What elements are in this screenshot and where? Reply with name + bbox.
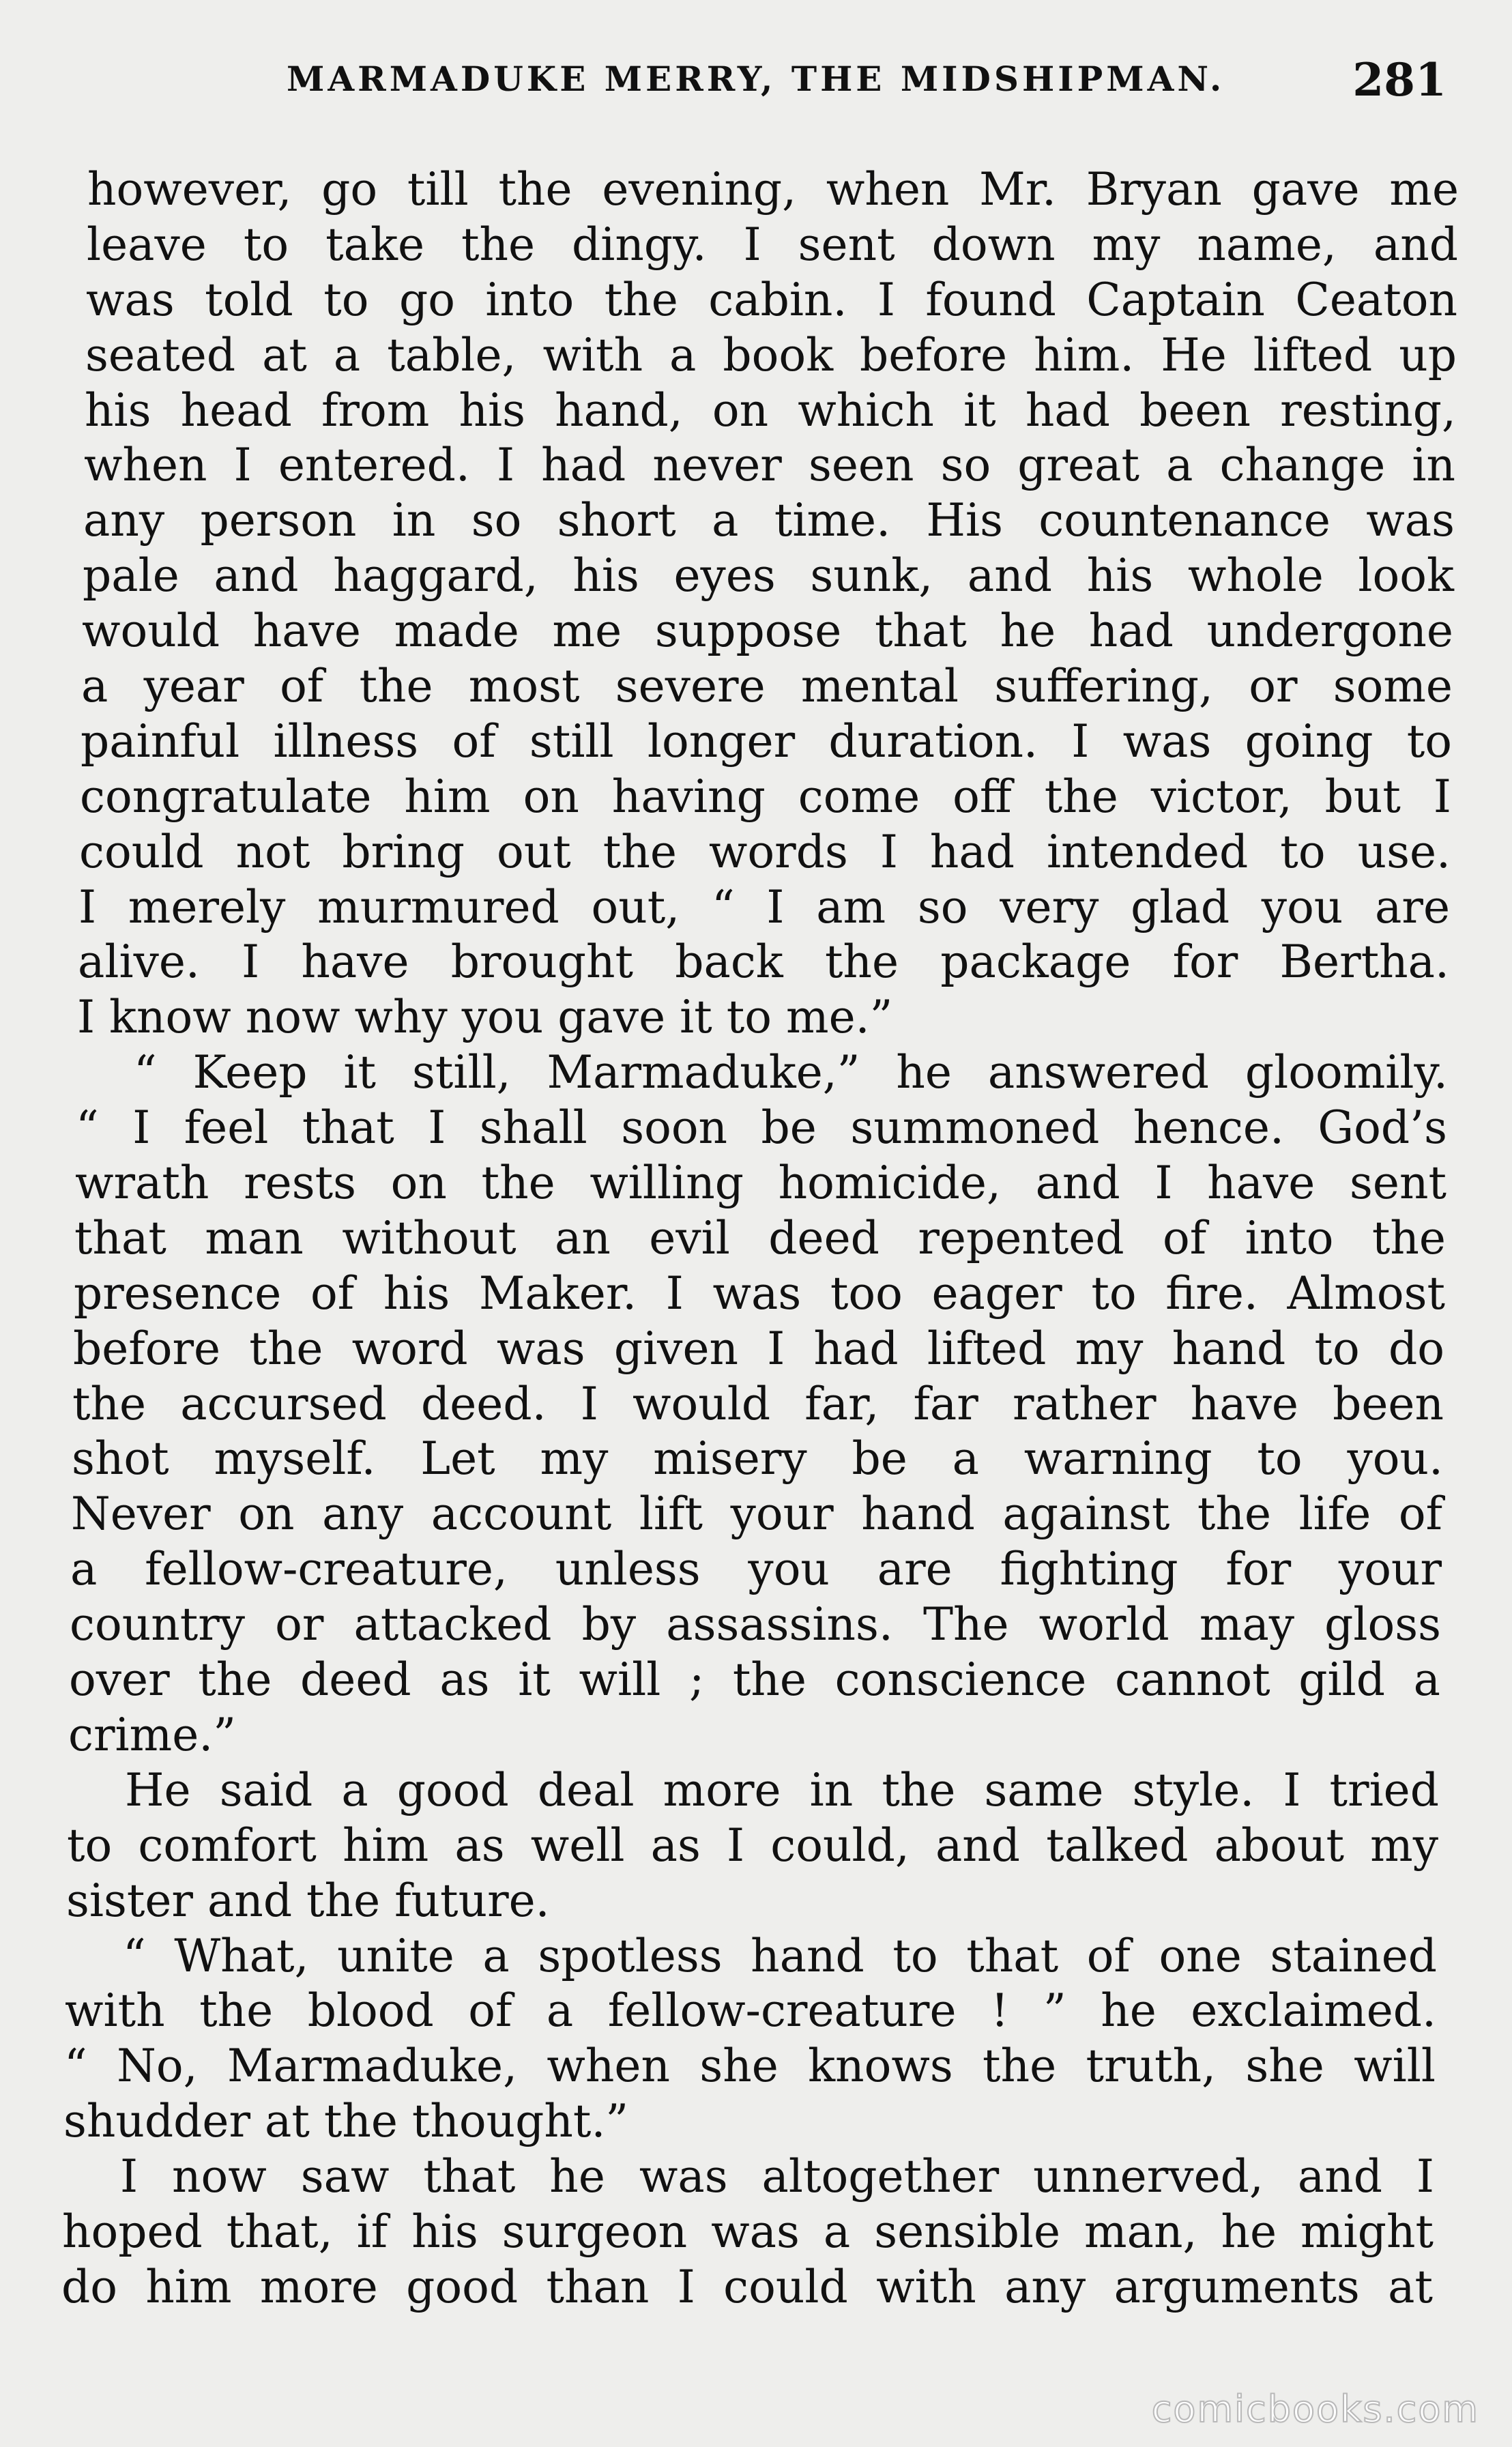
text-line: I now saw that he was altogether unnerved, and I: [120, 2150, 1434, 2203]
text-line: painful illness of still longer duration. I was going to: [81, 714, 1452, 768]
running-header: [287, 53, 1446, 115]
watermark: comicbooks.com: [1151, 2388, 1479, 2431]
text-line: congratulate him on having come off the victor, but I: [80, 770, 1451, 823]
text-line: pale and haggard, his eyes sunk, and his whole look: [83, 549, 1454, 603]
text-line: that man without an evil deed repented of into the: [74, 1211, 1446, 1264]
text-line: He said a good deal more in the same style. I tried: [125, 1763, 1439, 1816]
text-line: to comfort him as well as I could, and talked about my: [67, 1819, 1438, 1872]
text-line: hoped that, if his surgeon was a sensible man, he might: [62, 2205, 1434, 2258]
text-line: however, go till the evening, when Mr. Bryan gave me: [87, 163, 1459, 216]
text-line: alive. I have brought back the package for Bertha.: [78, 936, 1449, 989]
text-line: the accursed deed. I would far, far rather have been: [72, 1377, 1444, 1430]
text-line: country or attacked by assassins. The world may gloss: [70, 1598, 1441, 1651]
text-line: “ I feel that I shall soon be summoned hence. God’s: [76, 1101, 1447, 1155]
text-line: sister and the future.: [66, 1874, 550, 1927]
text-line: “ Keep it still, Marmaduke,” he answered gloomily.: [134, 1046, 1448, 1099]
text-line: a fellow-creature, unless you are fighting for your: [70, 1543, 1442, 1596]
text-line: shudder at the thought.”: [63, 2095, 629, 2148]
text-line: wrath rests on the willing homicide, and I have sent: [75, 1157, 1446, 1210]
text-line: Never on any account lift your hand against the life of: [71, 1488, 1442, 1541]
text-line: crime.”: [68, 1708, 236, 1761]
text-line: before the word was given I had lifted my hand to do: [73, 1322, 1444, 1375]
text-line: his head from his hand, on which it had been resting,: [85, 383, 1456, 437]
text-line: when I entered. I had never seen so great a change in: [84, 439, 1455, 492]
text-line: over the deed as it will ; the conscience cannot gild a: [69, 1653, 1440, 1707]
text-line: with the blood of a fellow-creature ! ” he exclaimed.: [65, 1984, 1436, 2038]
text-line: could not bring out the words I had intended to use.: [79, 825, 1451, 878]
text-line: do him more good than I could with any arguments at: [61, 2260, 1433, 2313]
text-line: shot myself. Let my misery be a warning to you.: [72, 1432, 1443, 1486]
text-line: leave to take the dingy. I sent down my name, and: [87, 218, 1458, 271]
running-title: MARMADUKE MERRY, THE MIDSHIPMAN.: [287, 59, 1225, 99]
text-line: I merely murmured out, “ I am so very glad you are: [78, 880, 1450, 933]
text-line: presence of his Maker. I was too eager to fire. Almost: [74, 1266, 1445, 1320]
text-line: was told to go into the cabin. I found Captain Ceaton: [86, 273, 1457, 326]
text-line: I know now why you gave it to me.”: [77, 991, 893, 1044]
text-line: “ What, unite a spotless hand to that of one stained: [123, 1929, 1437, 1982]
text-line: a year of the most severe mental suffering, or some: [81, 660, 1453, 713]
text-line: any person in so short a time. His countenance was: [83, 494, 1455, 547]
page-number: 281: [1352, 53, 1446, 106]
text-line: seated at a table, with a book before him. He lifted up: [85, 328, 1457, 381]
body-text: [61, 162, 1459, 2315]
text-line: “ No, Marmaduke, when she knows the truth, she will: [64, 2040, 1436, 2093]
text-line: would have made me suppose that he had undergone: [82, 605, 1453, 658]
